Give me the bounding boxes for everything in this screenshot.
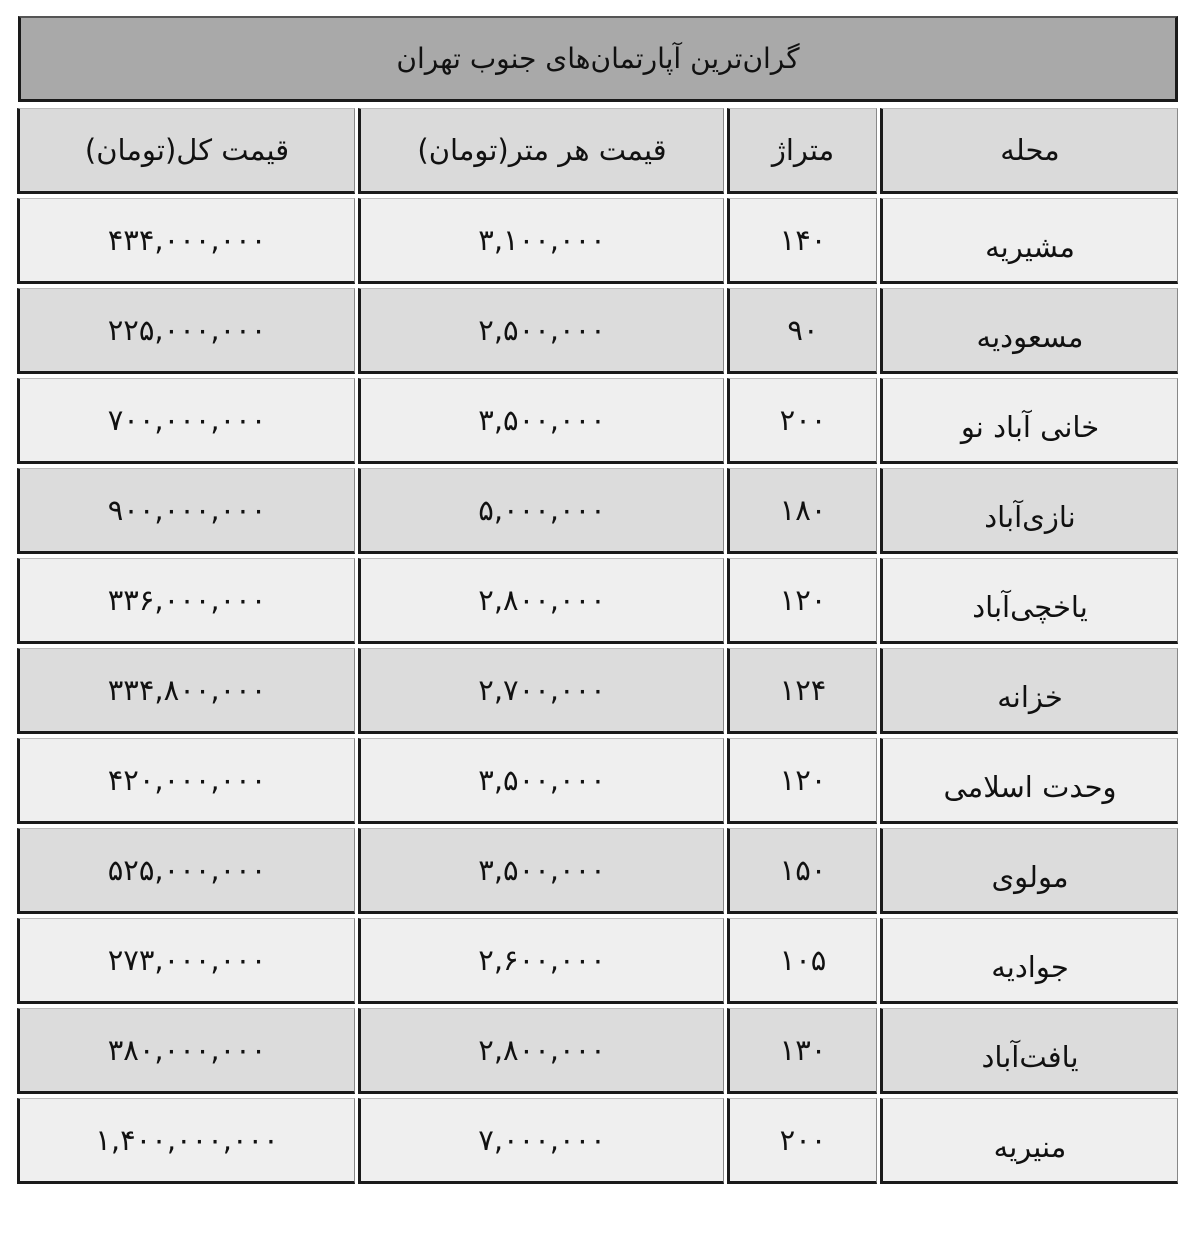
- table-title: گران‌ترین آپارتمان‌های جنوب تهران: [18, 16, 1178, 102]
- cell-neighborhood: خانی آباد نو: [880, 378, 1178, 464]
- cell-total-price: ۴۲۰,۰۰۰,۰۰۰: [17, 738, 355, 824]
- cell-total-price: ۲۲۵,۰۰۰,۰۰۰: [17, 288, 355, 374]
- cell-neighborhood: منیریه: [880, 1098, 1178, 1184]
- cell-neighborhood: خزانه: [880, 648, 1178, 734]
- cell-price-per-meter: ۵,۰۰۰,۰۰۰: [358, 468, 724, 554]
- cell-total-price: ۳۸۰,۰۰۰,۰۰۰: [17, 1008, 355, 1094]
- cell-area: ۱۰۵: [727, 918, 877, 1004]
- cell-area: ۲۰۰: [727, 1098, 877, 1184]
- cell-area: ۱۸۰: [727, 468, 877, 554]
- cell-total-price: ۳۳۴,۸۰۰,۰۰۰: [17, 648, 355, 734]
- price-table: [18, 16, 1178, 1184]
- cell-total-price: ۲۷۳,۰۰۰,۰۰۰: [17, 918, 355, 1004]
- header-neighborhood: محله: [880, 108, 1178, 194]
- cell-neighborhood: یافت‌آباد: [880, 1008, 1178, 1094]
- cell-area: ۱۳۰: [727, 1008, 877, 1094]
- cell-area: ۱۵۰: [727, 828, 877, 914]
- cell-total-price: ۵۲۵,۰۰۰,۰۰۰: [17, 828, 355, 914]
- cell-neighborhood: نازی‌آباد: [880, 468, 1178, 554]
- cell-price-per-meter: ۲,۷۰۰,۰۰۰: [358, 648, 724, 734]
- cell-price-per-meter: ۳,۵۰۰,۰۰۰: [358, 378, 724, 464]
- header-area: متراژ: [727, 108, 877, 194]
- cell-price-per-meter: ۲,۵۰۰,۰۰۰: [358, 288, 724, 374]
- cell-price-per-meter: ۲,۶۰۰,۰۰۰: [358, 918, 724, 1004]
- cell-neighborhood: وحدت اسلامی: [880, 738, 1178, 824]
- cell-total-price: ۱,۴۰۰,۰۰۰,۰۰۰: [17, 1098, 355, 1184]
- cell-area: ۹۰: [727, 288, 877, 374]
- cell-total-price: ۹۰۰,۰۰۰,۰۰۰: [17, 468, 355, 554]
- cell-area: ۲۰۰: [727, 378, 877, 464]
- cell-neighborhood: جوادیه: [880, 918, 1178, 1004]
- cell-area: ۱۲۰: [727, 558, 877, 644]
- cell-neighborhood: مشیریه: [880, 198, 1178, 284]
- cell-price-per-meter: ۷,۰۰۰,۰۰۰: [358, 1098, 724, 1184]
- cell-price-per-meter: ۲,۸۰۰,۰۰۰: [358, 1008, 724, 1094]
- cell-neighborhood: مسعودیه: [880, 288, 1178, 374]
- cell-total-price: ۷۰۰,۰۰۰,۰۰۰: [17, 378, 355, 464]
- cell-total-price: ۳۳۶,۰۰۰,۰۰۰: [17, 558, 355, 644]
- cell-price-per-meter: ۳,۱۰۰,۰۰۰: [358, 198, 724, 284]
- cell-total-price: ۴۳۴,۰۰۰,۰۰۰: [17, 198, 355, 284]
- cell-price-per-meter: ۳,۵۰۰,۰۰۰: [358, 738, 724, 824]
- cell-price-per-meter: ۳,۵۰۰,۰۰۰: [358, 828, 724, 914]
- cell-neighborhood: مولوی: [880, 828, 1178, 914]
- header-total-price: قیمت کل(تومان): [17, 108, 355, 194]
- cell-neighborhood: یاخچی‌آباد: [880, 558, 1178, 644]
- cell-area: ۱۲۴: [727, 648, 877, 734]
- cell-area: ۱۲۰: [727, 738, 877, 824]
- table-grid: [18, 108, 1178, 1184]
- cell-area: ۱۴۰: [727, 198, 877, 284]
- cell-price-per-meter: ۲,۸۰۰,۰۰۰: [358, 558, 724, 644]
- header-price-per-meter: قیمت هر متر(تومان): [358, 108, 724, 194]
